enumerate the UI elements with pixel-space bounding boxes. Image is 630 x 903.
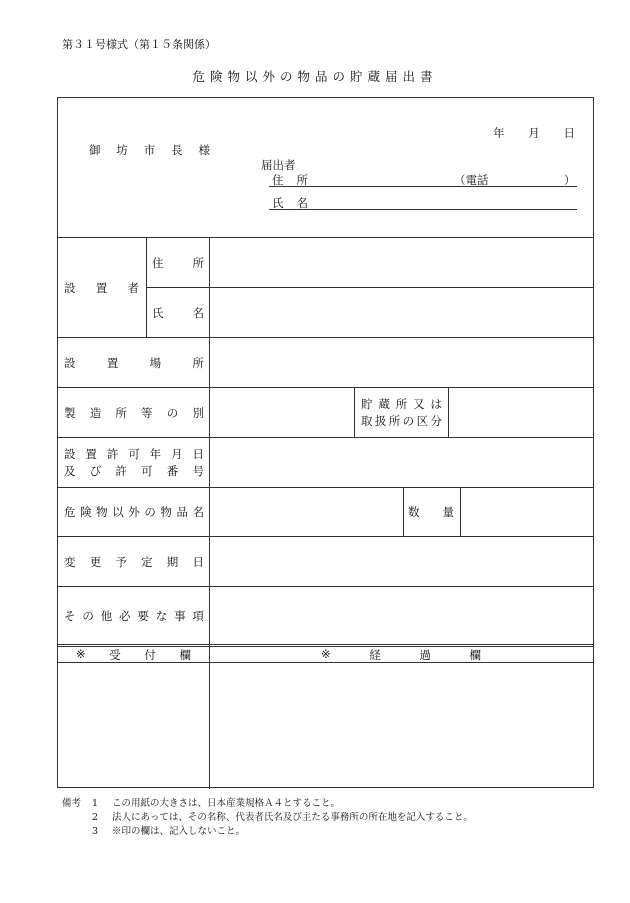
notifier-address-label: 住 所 xyxy=(272,173,308,187)
addressee: 御 坊 市 長 様 xyxy=(89,143,210,157)
progress-column-header: ※ 経 過 欄 xyxy=(321,647,481,662)
change-date-field[interactable] xyxy=(210,537,593,586)
facility-type-label: 製 造 所 等 の 別 xyxy=(64,406,204,420)
storage-class-label-1: 貯 蔵 所 又 は xyxy=(361,397,442,411)
reception-column-header: ※ 受 付 欄 xyxy=(76,647,191,662)
quantity-field[interactable] xyxy=(461,488,593,536)
form-title: 危険物以外の物品の貯蔵届出書 xyxy=(192,69,438,84)
storage-class-field[interactable] xyxy=(449,388,593,437)
note-2: 法人にあっては、その名称、代表者氏名及び主たる事務所の所在地を記入すること。 xyxy=(112,812,473,823)
location-label: 設 置 場 所 xyxy=(64,356,204,370)
reception-area xyxy=(58,663,209,787)
installer-name-label: 氏 名 xyxy=(152,306,204,320)
permit-label-2: 及 び 許 可 番 号 xyxy=(64,464,204,478)
name-underline[interactable] xyxy=(269,209,577,210)
installer-name-field[interactable] xyxy=(210,288,593,337)
form-number: 第３１号様式（第１５条関係） xyxy=(62,38,216,51)
note-1: この用紙の大きさは、日本産業規格Ａ４とすること。 xyxy=(112,798,341,809)
installer-label: 設 置 者 xyxy=(64,281,139,295)
progress-area xyxy=(210,663,593,787)
phone-close: ） xyxy=(564,173,576,187)
note-3: ※印の欄は、記入しないこと。 xyxy=(112,826,246,837)
quantity-label: 数 量 xyxy=(408,505,454,519)
notifier-label: 届出者 xyxy=(261,158,296,172)
notifier-name-label: 氏 名 xyxy=(272,196,308,210)
notes-heading: 備考 xyxy=(62,798,82,809)
facility-type-field[interactable] xyxy=(210,388,354,437)
form-frame xyxy=(57,97,594,788)
permit-label-1: 設 置 許 可 年 月 日 xyxy=(64,447,204,461)
change-date-label: 変 更 予 定 期 日 xyxy=(64,555,204,569)
other-label: そ の 他 必 要 な 事 項 xyxy=(64,609,204,623)
other-field[interactable] xyxy=(210,587,593,644)
storage-class-label-2: 取 扱 所 の 区 分 xyxy=(361,414,442,428)
installer-address-label: 住 所 xyxy=(152,256,204,270)
phone-open: （電話 xyxy=(454,173,489,187)
address-underline[interactable] xyxy=(269,186,577,187)
notes: 備考 1 この用紙の大きさは、日本産業規格Ａ４とすること。 2 法人にあっては、その名称、代表者氏名及び主たる事務所の所在地を記入すること。 3 ※印の欄は、記入しないこと。 xyxy=(62,798,473,837)
item-name-label: 危 険 物 以 外 の 物 品 名 xyxy=(64,505,204,519)
location-field[interactable] xyxy=(210,338,593,387)
date-field[interactable]: 年 月 日 xyxy=(493,126,575,140)
permit-field[interactable] xyxy=(210,438,593,487)
item-name-field[interactable] xyxy=(210,488,403,536)
installer-address-field[interactable] xyxy=(210,238,593,287)
